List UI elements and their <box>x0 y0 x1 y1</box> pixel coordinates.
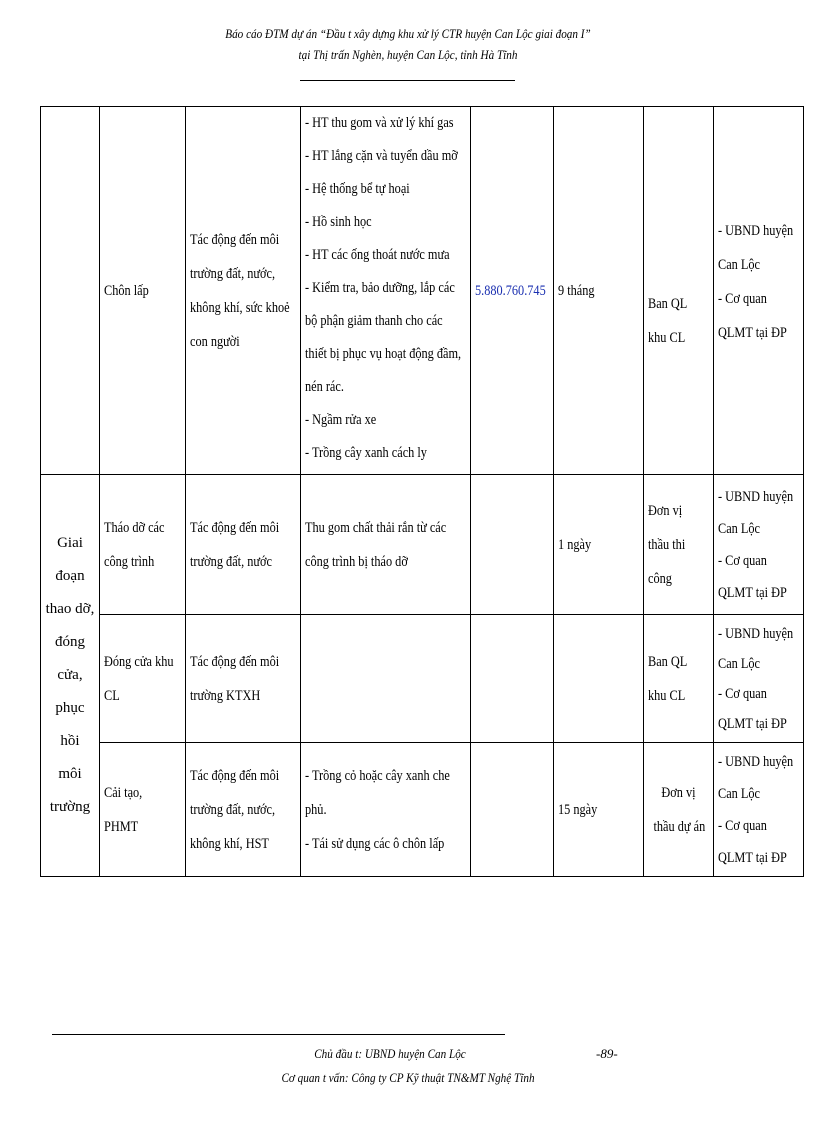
measure-line: - HT các ống thoát nước mưa <box>305 247 450 263</box>
phase-cell-empty <box>41 107 100 475</box>
activity-line: Cải tạo, <box>104 784 143 801</box>
impact-line: không khí, HST <box>190 835 269 852</box>
supervisor-line: - Cơ quan <box>718 685 767 702</box>
footer-consultant: Cơ quan t vấn: Công ty CP Kỹ thuật TN&MT Nghệ Tĩnh <box>281 1070 535 1085</box>
activity-line: công trình <box>104 553 155 570</box>
time-cell <box>554 475 644 615</box>
executor-line: Ban QL <box>648 295 688 312</box>
phase-line: trường <box>49 799 91 815</box>
executor-line: công <box>648 570 672 587</box>
measure-line: - HT lắng cặn và tuyển dầu mỡ <box>305 148 458 164</box>
supervisor-line: - Cơ quan <box>718 290 767 307</box>
activity-cell <box>100 743 186 877</box>
supervisor-line: QLMT tại ĐP <box>718 584 787 601</box>
measure-line: phủ. <box>305 801 327 818</box>
supervisor-line: Can Lộc <box>718 256 761 273</box>
time-cell <box>554 107 644 475</box>
measure-line: Thu gom chất thải rắn từ các <box>305 519 447 536</box>
cost-cell <box>471 107 554 475</box>
measure-line: nén rác. <box>305 379 344 395</box>
executor-cell <box>644 107 714 475</box>
impact-line: trường đất, nước <box>190 553 273 570</box>
phase-line: phục hồi <box>55 700 85 749</box>
measure-line: công trình bị tháo dỡ <box>305 553 408 570</box>
supervisor-line: Can Lộc <box>718 785 761 802</box>
time-cell <box>554 615 644 743</box>
page-number: -89- <box>596 1046 618 1061</box>
impact-line: trường đất, nước, <box>190 265 276 282</box>
supervisor-line: - UBND huyện <box>718 753 794 770</box>
phase-line: thao dỡ, <box>45 601 95 617</box>
cost-cell <box>471 475 554 615</box>
executor-line: Đơn vị <box>648 502 683 519</box>
phase-line: Giai đoạn <box>55 535 85 584</box>
measure-line: thiết bị phục vụ hoạt động đầm, <box>305 346 462 362</box>
measure-line: - Ngầm rửa xe <box>305 412 377 428</box>
executor-cell <box>644 615 714 743</box>
supervisor-line: QLMT tại ĐP <box>718 715 787 732</box>
measure-line: - Trồng cỏ hoặc cây xanh che <box>305 767 450 784</box>
footer-investor: Chủ đầu t: UBND huyện Can Lộc <box>314 1046 466 1061</box>
measure-line: - Kiểm tra, bảo dưỡng, lắp các <box>305 280 455 296</box>
phase-line: đóng cửa, <box>55 634 85 683</box>
impact-line: trường KTXH <box>190 687 261 704</box>
impact-line: Tác động đến môi <box>190 231 280 248</box>
time-value: 1 ngày <box>558 536 592 553</box>
phase-cell <box>41 475 100 877</box>
impact-cell <box>186 743 301 877</box>
activity-line: PHMT <box>104 818 139 835</box>
supervisor-cell <box>714 107 804 475</box>
measures-cell <box>301 743 471 877</box>
executor-line: Đơn vị <box>661 784 696 801</box>
header-line-2: tại Thị trấn Nghèn, huyện Can Lộc, tỉnh Hà Tĩnh <box>298 47 518 62</box>
cost-cell <box>471 615 554 743</box>
time-value: 9 tháng <box>558 282 595 299</box>
footer-rule <box>52 1034 505 1035</box>
supervisor-line: QLMT tại ĐP <box>718 849 787 866</box>
measures-cell <box>301 615 471 743</box>
impact-line: không khí, sức khoẻ <box>190 299 290 316</box>
impact-line: trường đất, nước, <box>190 801 276 818</box>
supervisor-line: QLMT tại ĐP <box>718 324 787 341</box>
measure-line: - Tái sử dụng các ô chôn lấp <box>305 835 445 852</box>
cost-cell <box>471 743 554 877</box>
activity-cell <box>100 615 186 743</box>
measures-cell <box>301 475 471 615</box>
supervisor-line: - UBND huyện <box>718 625 794 642</box>
executor-cell <box>644 743 714 877</box>
supervisor-line: - Cơ quan <box>718 552 767 569</box>
activity-text: Chôn lấp <box>104 282 149 299</box>
measures-cell <box>301 107 471 475</box>
time-value: 15 ngày <box>558 801 598 818</box>
header-rule <box>300 80 515 81</box>
supervisor-line: - UBND huyện <box>718 222 794 239</box>
impact-cell <box>186 615 301 743</box>
table-row <box>41 615 804 743</box>
measure-line: bộ phận giảm thanh cho các <box>305 313 443 329</box>
executor-line: thầu thi <box>648 536 686 553</box>
activity-line: Tháo dỡ các <box>104 519 165 536</box>
header-line-1: Báo cáo ĐTM dự án “Đầu t xây dựng khu xử lý CTR huyện Can Lộc giai đoạn I” <box>225 26 591 41</box>
supervisor-line: Can Lộc <box>718 520 761 537</box>
supervisor-line: Can Lộc <box>718 655 761 672</box>
supervisor-cell <box>714 475 804 615</box>
table-row <box>41 475 804 615</box>
measure-line: - Hệ thống bể tự hoại <box>305 181 410 197</box>
table-row <box>41 107 804 475</box>
impact-line: Tác động đến môi <box>190 519 280 536</box>
impact-line: Tác động đến môi <box>190 767 280 784</box>
measures-table <box>40 106 804 877</box>
executor-line: Ban QL <box>648 653 688 670</box>
impact-cell <box>186 107 301 475</box>
impact-line: con người <box>190 333 240 350</box>
measure-line: - HT thu gom và xử lý khí gas <box>305 115 454 131</box>
executor-line: thầu dự án <box>653 818 706 835</box>
impact-line: Tác động đến môi <box>190 653 280 670</box>
supervisor-line: - UBND huyện <box>718 488 794 505</box>
supervisor-cell <box>714 743 804 877</box>
supervisor-cell <box>714 615 804 743</box>
table-row <box>41 743 804 877</box>
activity-line: CL <box>104 687 120 704</box>
activity-cell <box>100 475 186 615</box>
supervisor-line: - Cơ quan <box>718 817 767 834</box>
activity-cell <box>100 107 186 475</box>
phase-line: môi <box>58 766 82 782</box>
measure-line: - Trồng cây xanh cách ly <box>305 445 427 461</box>
executor-cell <box>644 475 714 615</box>
cost-value: 5.880.760.745 <box>475 282 546 299</box>
activity-line: Đóng cửa khu <box>104 653 174 670</box>
executor-line: khu CL <box>648 329 686 346</box>
executor-line: khu CL <box>648 687 686 704</box>
time-cell <box>554 743 644 877</box>
measure-line: - Hồ sinh học <box>305 214 372 230</box>
impact-cell <box>186 475 301 615</box>
